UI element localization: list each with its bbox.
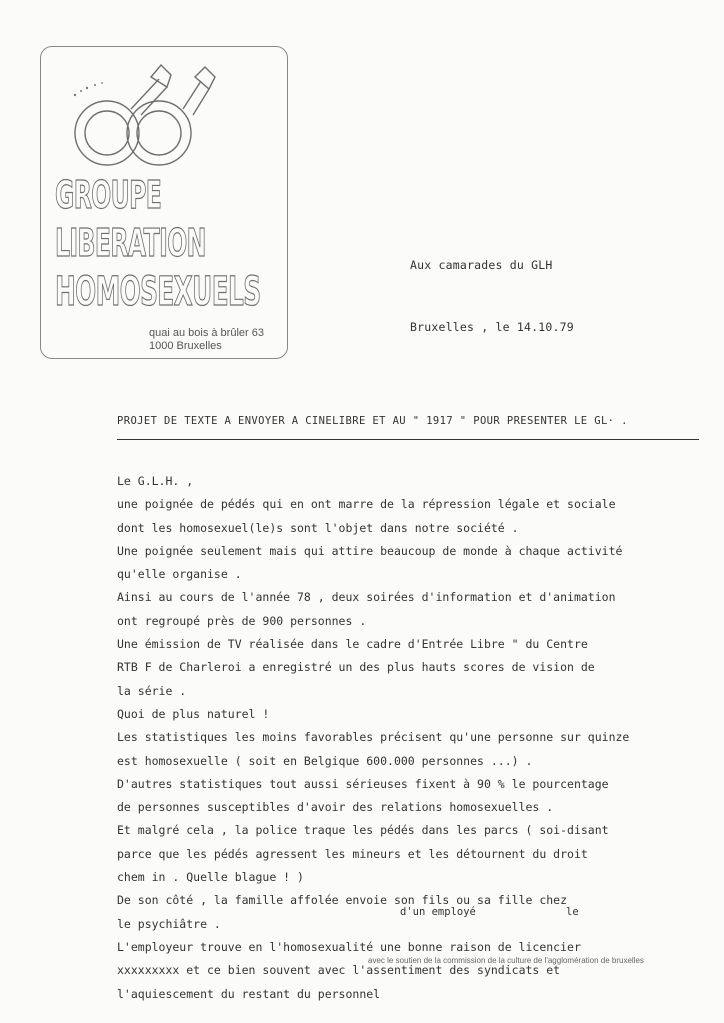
logo-address-street: quai au bois à brûler 63: [149, 327, 264, 339]
body-line: RTB F de Charleroi a enregistré un des plus hauts scores de vision de: [117, 660, 595, 675]
body-line: qu'elle organise .: [117, 567, 242, 582]
body-line: Et malgré cela , la police traque les pédés dans les parcs ( soi-disant: [117, 823, 609, 838]
title-underline-divider: [117, 439, 699, 440]
body-line: ont regroupé près de 900 personnes .: [117, 613, 367, 628]
logo-name-line: GROUPE: [55, 173, 162, 217]
body-line: D'autres statistiques tout aussi sérieuses fixent à 90 % le pourcentage: [117, 776, 609, 791]
date-line: Bruxelles , le 14.10.79: [410, 320, 574, 334]
body-line: De son côté , la famille affolée envoie son fils ou sa fille chez: [117, 893, 568, 908]
body-line: parce que les pédés agressent les mineurs et les détournent du droit: [117, 846, 588, 861]
body-line: dont les homosexuel(le)s sont l'objet dans notre société .: [117, 520, 519, 535]
logo-name-line: LIBERATION: [55, 221, 206, 265]
glh-logo: [40, 46, 288, 359]
body-line: chem in . Quelle blague ! ): [117, 870, 304, 885]
body-line: Une poignée seulement mais qui attire beaucoup de monde à chaque activité: [117, 543, 623, 558]
body-line: de personnes susceptibles d'avoir des relations homosexuelles .: [117, 800, 554, 815]
support-stamp-note: avec le soutien de la commission de la culture de l'agglomération de bruxelles: [368, 956, 644, 965]
letter-body: [117, 470, 717, 1006]
body-line: l'aquiescement du restant du personnel: [117, 986, 381, 1001]
body-line: le psychiâtre .: [117, 916, 221, 931]
body-line: une poignée de pédés qui en ont marre de la répression légale et sociale: [117, 497, 616, 512]
double-male-symbol-icon: [55, 55, 255, 173]
body-line: Le G.L.H. ,: [117, 474, 194, 488]
body-line: L'employeur trouve en l'homosexualité une bonne raison de licencier: [117, 939, 581, 954]
body-line: Ainsi au cours de l'année 78 , deux soirées d'information et d'animation: [117, 590, 616, 605]
interlinear-insertion: le: [566, 906, 579, 918]
recipient-line: Aux camarades du GLH: [410, 258, 553, 272]
project-title: PROJET DE TEXTE A ENVOYER A CINELIBRE ET AU " 1917 " POUR PRESENTER LE GL· .: [117, 415, 628, 427]
logo-address-city: 1000 Bruxelles: [149, 340, 222, 352]
body-line: est homosexuelle ( soit en Belgique 600.000 personnes ...) .: [117, 753, 533, 768]
body-line: xxxxxxxxx et ce bien souvent avec l'assentiment des syndicats et: [117, 963, 561, 978]
body-line: la série .: [117, 683, 187, 698]
body-line: Une émission de TV réalisée dans le cadre d'Entrée Libre " du Centre: [117, 637, 588, 652]
interlinear-insertion: d'un employé: [400, 906, 476, 918]
body-line: Les statistiques les moins favorables précisent qu'une personne sur quinze: [117, 730, 630, 745]
body-line: Quoi de plus naturel !: [117, 706, 270, 721]
logo-name-line: HOMOSEXUELS: [55, 269, 261, 315]
